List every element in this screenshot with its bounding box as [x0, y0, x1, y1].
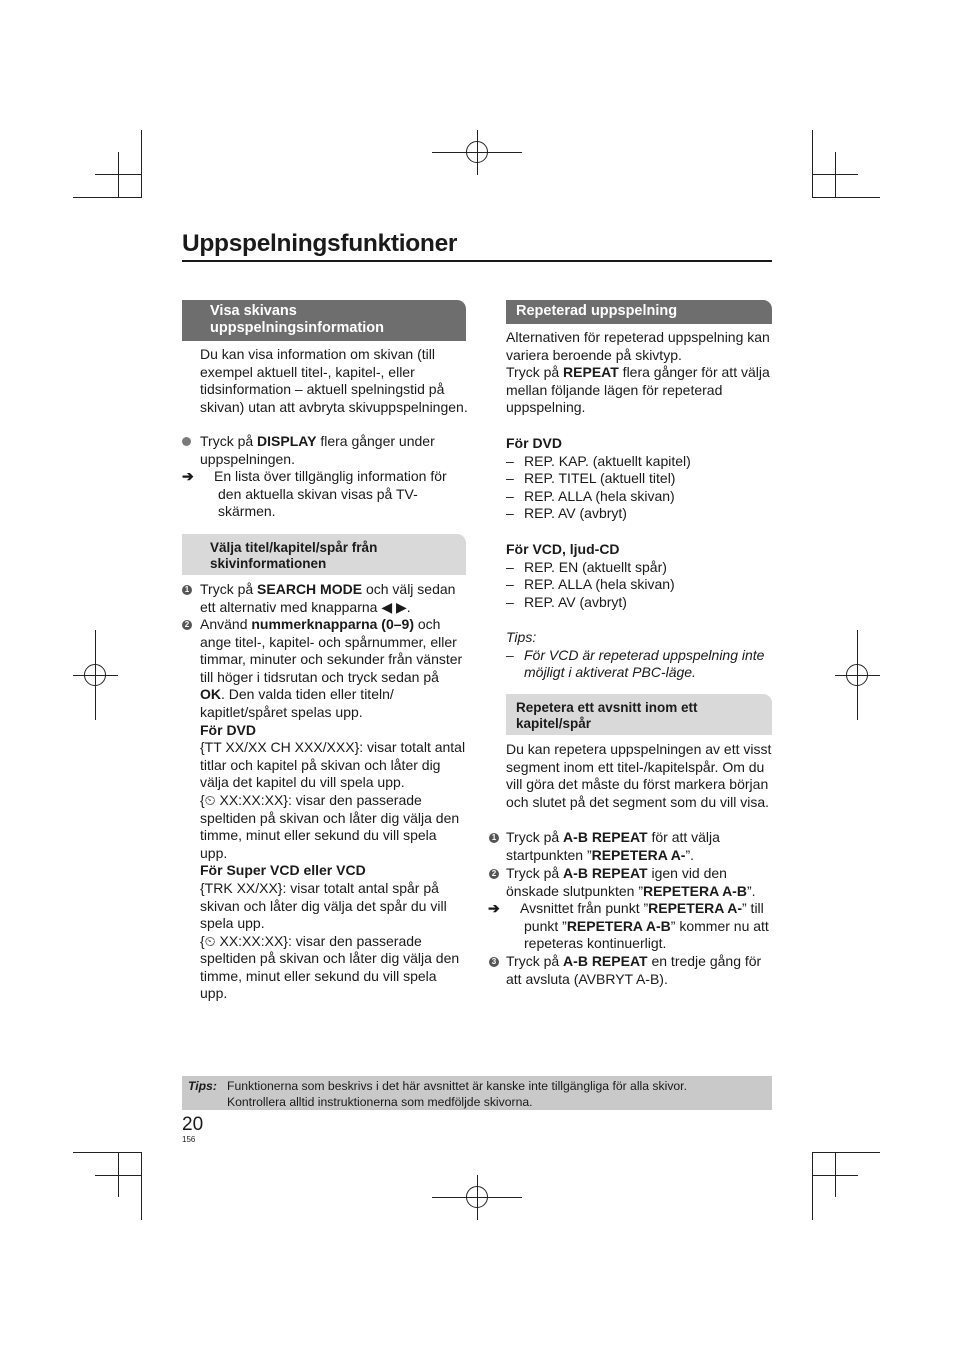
footer-tips-label: Tips:	[188, 1079, 217, 1093]
title-rule	[182, 260, 772, 262]
right-step-2-result: ➔ Avsnittet från punkt ”REPETERA A-” till punkt ”REPETERA A-B” kommer nu att repeteras kontinuerligt.	[488, 900, 769, 952]
page-number: 20	[182, 1114, 204, 1135]
vcd-repeat-modes: För VCD, ljud-CD – REP. EN (aktuellt spår) – REP. ALLA (hela skivan) – REP. AV (avbryt)	[506, 541, 675, 610]
dvd-heading: För DVD	[200, 721, 256, 738]
right-intro: Alternativen för repeterad uppspelning kan variera beroende på skivtyp. Tryck på REPEAT flera gånger för att välja mellan följande lägen för repeterad uppspelning.	[506, 329, 770, 416]
svcd-heading: För Super VCD eller VCD	[200, 862, 366, 879]
left-intro: Du kan visa information om skivan (till exempel aktuell titel-, kapitel-, eller tidsinformation – aktuell spelningstid på skivan) utan att avbryta skivuppspelningen.	[200, 346, 468, 415]
svcd-text-1: {TRK XX/XX}: visar totalt antal spår på skivan och låter dig välja det spår du vill spela upp.	[200, 879, 447, 932]
right-section-header: Repeterad uppspelning	[506, 300, 772, 324]
arrow-right-icon: ➔	[182, 468, 194, 484]
step-3-icon: 3	[489, 957, 499, 967]
left-step-2: Använd nummerknapparna (0–9) och ange titel-, kapitel- och spårnummer, eller timmar, minuter och sekunder från vänster till höger i tidsrutan och tryck sedan på OK. Den valda tiden eller titeln/ kapitlet/spåret spelas upp. För DVD {TT XX/XX CH XXX/XXX}: visar totalt antal titlar och kapitel på skivan och låter dig välja det kapitel du vill spela upp. {⏲ XX:XX:XX}: visar den passerade speltiden på skivan och låter dig välja den timme, minut eller sekund du vill spela upp. För Super VCD eller VCD {TRK XX/XX}: visar totalt antal spår på skivan och låter dig välja det spår du vill spela upp. {⏲ XX:XX:XX}: visar den passerade speltiden på skivan och låter dig välja den timme, minut eller sekund du vill spela upp.	[200, 616, 466, 1002]
dvd-text-1: {TT XX/XX CH XXX/XXX}: visar totalt antal titlar och kapitel på skivan och låter dig välja det kapitel du vill spela upp.	[200, 739, 466, 791]
left-step-1: Tryck på SEARCH MODE och välj sedan ett alternativ med knapparna ◀ ▶.	[200, 581, 456, 615]
footer-tips-line-1: Funktionerna som beskrivs i det här avsnittet är kanske inte tillgängliga för alla skivor.	[227, 1079, 687, 1093]
display-result: ➔ En lista över tillgänglig information för den aktuella skivan visas på TV-skärmen.	[182, 468, 447, 520]
ab-intro: Du kan repetera uppspelningen av ett visst segment inom ett titel-/kapitelspår. Om du vill göra det måste du först markera början och slutet på det segment som du vill visa.	[506, 741, 772, 810]
step-1-icon: 1	[182, 585, 192, 595]
right-tips: Tips: – För VCD är repeterad uppspelning inte möjligt i aktiverat PBC-läge.	[506, 629, 765, 681]
right-step-1: Tryck på A-B REPEAT för att välja startpunkten ”REPETERA A-”.	[506, 829, 720, 863]
step-2-icon: 2	[182, 620, 192, 630]
right-step-3: Tryck på A-B REPEAT en tredje gång för att avsluta (AVBRYT A-B).	[506, 953, 762, 987]
step-1-icon: 1	[489, 833, 499, 843]
left-subheader: Välja titel/kapitel/spår från skivinformationen	[182, 534, 466, 575]
footer-tips-line-2: Kontrollera alltid instruktionerna som medföljde skivorna.	[227, 1095, 533, 1109]
step-2-icon: 2	[489, 869, 499, 879]
display-instruction: Tryck på DISPLAY flera gånger under uppspelningen.	[200, 433, 435, 467]
page-sub-number: 156	[182, 1135, 196, 1144]
left-section-header: Visa skivans uppspelningsinformation	[182, 300, 466, 341]
bullet-icon	[182, 437, 191, 446]
right-subheader: Repetera ett avsnitt inom ett kapitel/spår	[506, 694, 772, 735]
arrow-right-icon: ➔	[488, 900, 500, 916]
svcd-text-2: {⏲ XX:XX:XX}: visar den passerade speltiden på skivan och låter dig välja den timme, minut eller sekund du vill spela upp.	[200, 932, 460, 1002]
right-step-2: Tryck på A-B REPEAT igen vid den önskade slutpunkten ”REPETERA A-B”.	[506, 865, 756, 899]
page-title: Uppspelningsfunktioner	[182, 230, 458, 257]
dvd-repeat-modes: För DVD – REP. KAP. (aktuellt kapitel) – REP. TITEL (aktuell titel) – REP. ALLA (hela skivan) – REP. AV (avbryt)	[506, 435, 691, 522]
footer-tips-box	[182, 1076, 772, 1110]
dvd-text-2: {⏲ XX:XX:XX}: visar den passerade speltiden på skivan och låter dig välja den timme, minut eller sekund du vill spela upp.	[200, 791, 460, 861]
